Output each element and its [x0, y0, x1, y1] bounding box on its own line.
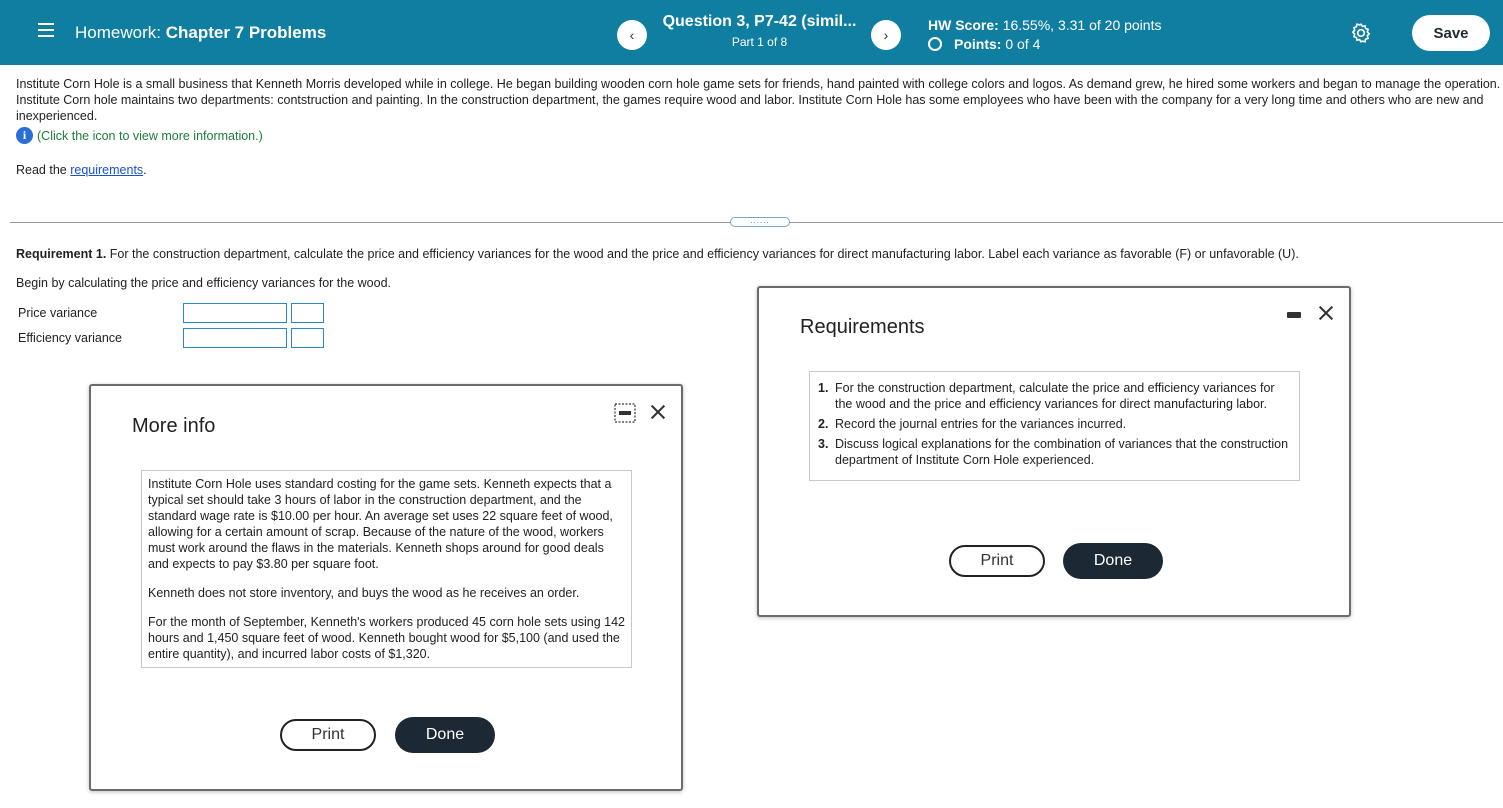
efficiency-variance-label: Efficiency variance: [18, 331, 122, 345]
more-info-dialog: [89, 384, 683, 791]
price-variance-amount-input[interactable]: [183, 303, 287, 323]
begin-instruction: Begin by calculating the price and efficiency variances for the wood.: [16, 276, 391, 290]
question-part: Part 1 of 8: [731, 35, 788, 49]
more-info-done-button[interactable]: Done: [395, 717, 495, 753]
requirements-list: [818, 380, 1291, 468]
efficiency-variance-row: [18, 328, 324, 348]
requirement-text: Discuss logical explanations for the combination of variances that the construction department of Institute Corn Hole experienced.: [835, 437, 1289, 467]
read-prefix: Read the: [16, 163, 71, 177]
more-info-content: [141, 470, 632, 668]
previous-question-button[interactable]: ‹: [617, 20, 647, 50]
minimize-icon[interactable]: [1287, 312, 1301, 318]
requirement-1-body: For the construction department, calculate the price and efficiency variances for the wood and the price and efficiency variances for direct manufacturing labor. Label each variance as favorable (F) or unfavorable (U).: [106, 247, 1299, 261]
points-circle-icon: [928, 37, 942, 51]
question-title-block[interactable]: [652, 13, 867, 49]
requirements-print-button[interactable]: Print: [949, 545, 1045, 577]
info-icon[interactable]: i: [16, 127, 33, 144]
read-suffix: .: [143, 163, 147, 177]
requirement-1-text: [16, 247, 1299, 261]
requirements-title: Requirements: [800, 316, 925, 338]
more-info-print-button[interactable]: Print: [280, 719, 376, 751]
efficiency-variance-amount-input[interactable]: [183, 328, 287, 348]
gear-icon[interactable]: [1350, 22, 1372, 44]
close-icon[interactable]: [650, 404, 666, 420]
hw-score-value: 16.55%, 3.31 of 20 points: [1002, 17, 1162, 33]
more-info-text: (Click the icon to view more information.): [37, 128, 263, 143]
problem-intro: Institute Corn Hole is a small business that Kenneth Morris developed while in college. He began building wooden corn hole game sets for friends, hand painted with college colors and logos. As demand grew, he hired some workers and began to manage the operation. Institute Corn hole maintains two departments: contstruction and painting. In the construction department, the games require wood and labor. Institute Corn Hole has some employees who have been with the company for a very long time and others who are new and inexperienced.: [16, 77, 1501, 123]
efficiency-variance-fu-select[interactable]: [291, 328, 324, 348]
price-variance-label: Price variance: [18, 306, 98, 320]
minimize-icon[interactable]: [614, 403, 636, 423]
score-block: [928, 16, 1161, 53]
homework-prefix: Homework:: [75, 23, 161, 42]
requirement-1-label: Requirement 1.: [16, 247, 107, 261]
next-question-button[interactable]: ›: [871, 20, 901, 50]
homework-title: [75, 23, 326, 43]
top-bar: [0, 0, 1503, 65]
divider-handle[interactable]: ......: [730, 217, 790, 227]
more-info-line: [16, 127, 263, 144]
more-info-title: More info: [132, 415, 216, 437]
close-icon[interactable]: [1318, 305, 1334, 321]
requirement-number: 1.: [818, 381, 829, 395]
more-info-paragraph: Kenneth does not store inventory, and buys the wood as he receives an order.: [148, 586, 580, 600]
requirement-item: [818, 416, 1291, 432]
hamburger-menu-icon[interactable]: [38, 23, 54, 37]
price-variance-row: [18, 303, 324, 323]
more-info-paragraph: For the month of September, Kenneth's workers produced 45 corn hole sets using 142 hours and 1,450 square feet of wood. Kenneth bought wood for $5,100 (and used the entire quantity), and incurred labor costs of $1,320.: [148, 615, 625, 661]
requirement-item: [818, 380, 1291, 412]
save-button[interactable]: Save: [1412, 15, 1490, 51]
requirements-link[interactable]: requirements: [70, 163, 144, 177]
requirements-content: [809, 371, 1300, 481]
points-value: 0 of 4: [1005, 36, 1041, 52]
requirements-dialog: [757, 286, 1351, 617]
requirement-number: 2.: [818, 417, 829, 431]
read-requirements: [16, 163, 147, 177]
requirement-item: [818, 436, 1291, 468]
question-title: Question 3, P7-42 (simil...: [662, 13, 857, 30]
more-info-paragraph: Institute Corn Hole uses standard costing for the game sets. Kenneth expects that a typical set should take 3 hours of labor in the construction department, and the standard wage rate is $10.00 per hour. An average set uses 22 square feet of wood, allowing for a certain amount of scrap. Because of the nature of the wood, workers must work around the flaws in the materials. Kenneth shops around for good deals and expects to pay $3.80 per square foot.: [148, 477, 613, 571]
requirements-done-button[interactable]: Done: [1063, 543, 1163, 579]
price-variance-fu-select[interactable]: [291, 303, 324, 323]
requirement-number: 3.: [818, 437, 829, 451]
points-label: Points:: [954, 36, 1002, 52]
homework-name: Chapter 7 Problems: [165, 23, 327, 42]
hw-score-label: HW Score:: [928, 17, 999, 33]
requirement-text: Record the journal entries for the variances incurred.: [835, 417, 1127, 431]
requirement-text: For the construction department, calculate the price and efficiency variances for the wood and the price and efficiency variances for direct manufacturing labor.: [835, 381, 1275, 411]
